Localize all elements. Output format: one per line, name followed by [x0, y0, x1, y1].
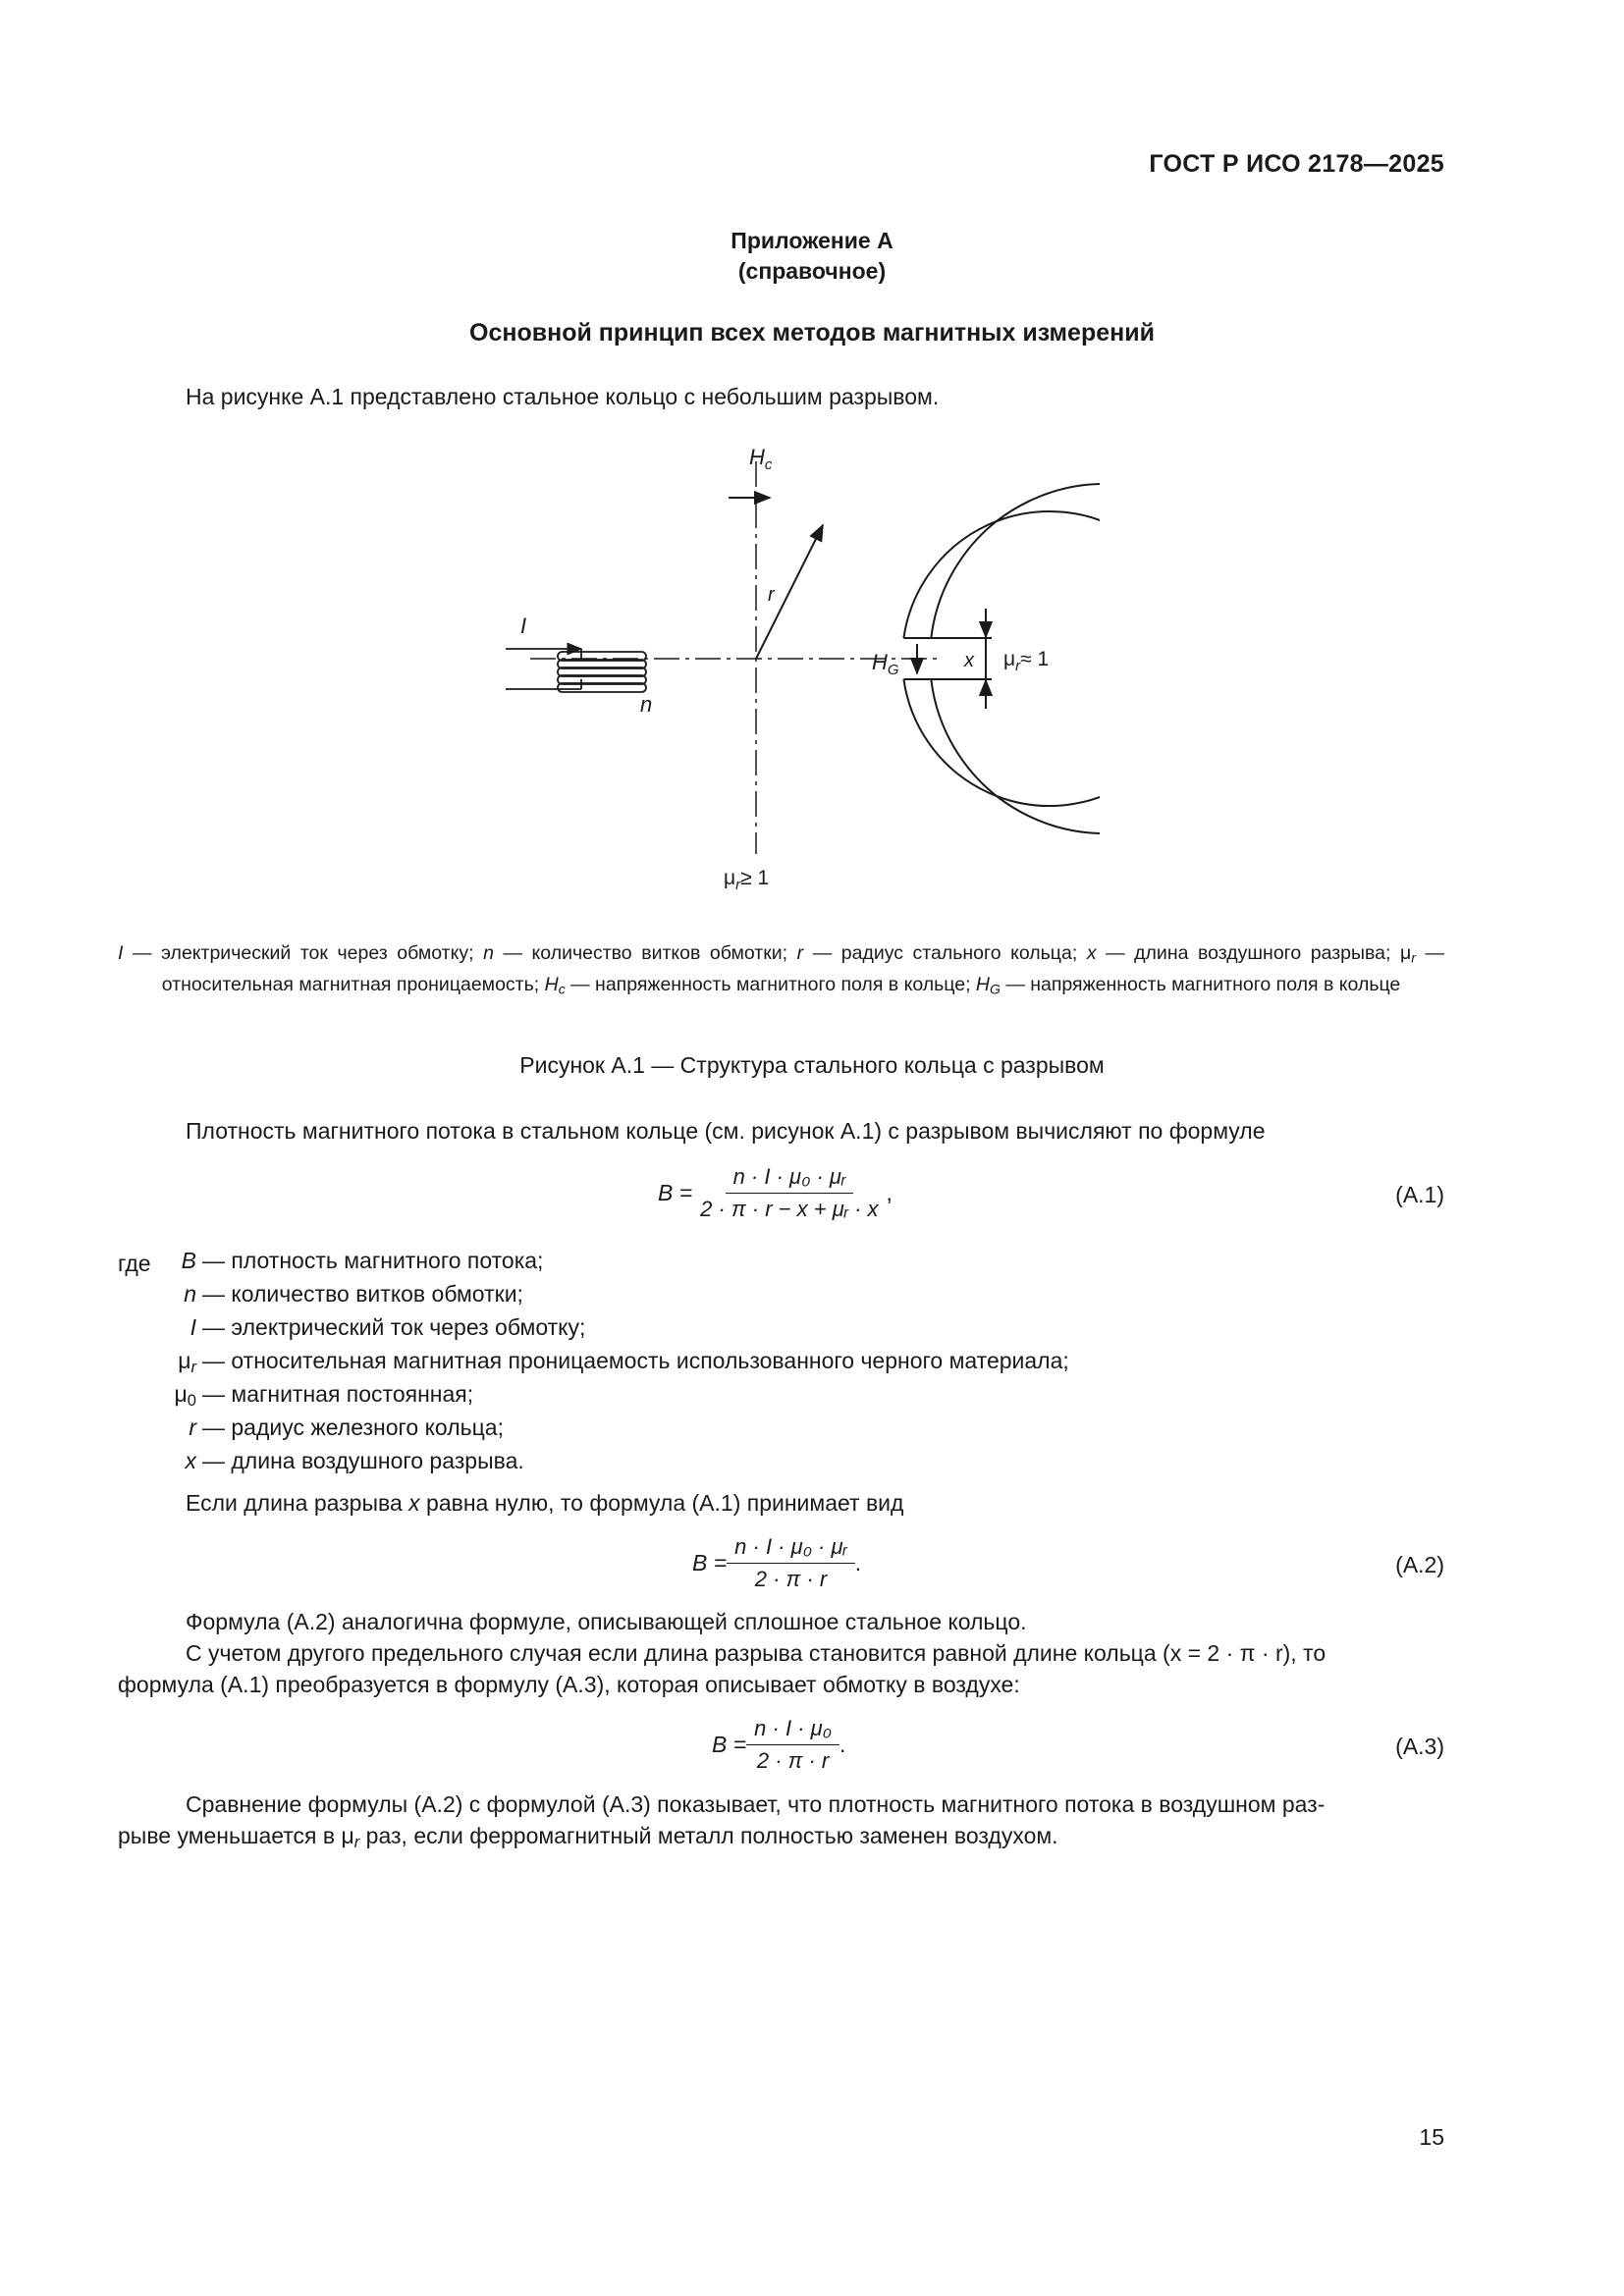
document-id: ГОСТ Р ИСО 2178—2025	[1149, 150, 1444, 178]
annex-label: Приложение А	[731, 228, 893, 253]
eq2-numerator: n · I · μ₀ · μᵣ	[727, 1534, 855, 1564]
eq2-denominator: 2 · π · r	[754, 1567, 828, 1591]
paragraph-limit-case-line1: С учетом другого предельного случая если длина разрыва становится равной длине кольца (x = 2 · π · r), то	[186, 1640, 1326, 1666]
label-mu-gap: $\mu_r\approx 1$	[1003, 648, 1050, 674]
where-symbol: B	[181, 1248, 196, 1273]
page-number: 15	[1419, 2124, 1444, 2150]
eq3-numerator: n · I · μ₀	[746, 1716, 839, 1745]
paragraph-limit-case-line2: формула (А.1) преобразуется в формулу (А.3), которая описывает обмотку в воздухе:	[118, 1672, 1020, 1697]
equation-a1: B = $\frac{\text{n · I · μ₀ · μᵣ}}{\text{2 · π · r − x + μᵣ · x}}$ ,	[658, 1164, 893, 1221]
where-description: — плотность магнитного потока;	[202, 1248, 544, 1273]
label-current: I	[520, 614, 527, 638]
annex-title: Основной принцип всех методов магнитных измерений	[469, 319, 1155, 347]
eq1-lhs: B =	[658, 1180, 693, 1205]
label-hc: $H_c$	[749, 445, 773, 473]
paragraph-zero-gap: Если длина разрыва x равна нулю, то формула (А.1) принимает вид	[186, 1490, 904, 1516]
where-symbol: $\mu_r$	[178, 1348, 196, 1377]
where-lead: где	[118, 1251, 151, 1276]
figure-ring-diagram	[471, 432, 1100, 903]
where-symbol: $\mu_0$	[174, 1381, 196, 1411]
eq1-numerator: n · I · μ₀ · μᵣ	[726, 1164, 854, 1194]
where-description: — количество витков обмотки;	[202, 1281, 523, 1307]
where-description: — длина воздушного разрыва.	[202, 1448, 524, 1473]
where-description: — магнитная постоянная;	[202, 1381, 474, 1407]
paragraph-comparison-line2: рыве уменьшается в $\mu_r$ раз, если ферромагнитный металл полностью заменен воздухом.	[118, 1823, 1058, 1852]
annex-heading	[0, 226, 1624, 287]
where-symbol: r	[189, 1415, 196, 1440]
equation-a3-number: (А.3)	[1395, 1734, 1444, 1759]
where-description: — относительная магнитная проницаемость использованного черного материала;	[202, 1348, 1069, 1373]
label-turns: n	[640, 692, 653, 717]
figure-caption: Рисунок А.1 — Структура стального кольца с разрывом	[519, 1052, 1105, 1078]
intro-paragraph: На рисунке А.1 представлено стальное кольцо с небольшим разрывом.	[186, 384, 940, 409]
paragraph-flux-formula: Плотность магнитного потока в стальном кольце (см. рисунок А.1) с разрывом вычисляют по формуле	[186, 1118, 1266, 1144]
label-hg: $H_G$	[872, 650, 899, 678]
eq1-denominator: 2 · π · r − x + μᵣ · x	[700, 1197, 879, 1221]
where-symbol: x	[185, 1448, 196, 1473]
label-gap: x	[964, 650, 974, 671]
eq3-denominator: 2 · π · r	[756, 1748, 830, 1773]
paragraph-solid-ring: Формула (А.2) аналогична формуле, описывающей сплошное стальное кольцо.	[186, 1609, 1027, 1634]
paragraph-comparison-line1: Сравнение формулы (А.2) с формулой (А.3) показывает, что плотность магнитного потока в воздушном раз-	[186, 1791, 1326, 1817]
where-description: — радиус железного кольца;	[202, 1415, 504, 1440]
where-description: — электрический ток через обмотку;	[202, 1314, 586, 1340]
equation-a1-number: (А.1)	[1395, 1182, 1444, 1207]
equation-a3: B = $\frac{\text{n · I · μ₀}}{2 \cdot \pi \cdot r}$ .	[712, 1716, 846, 1773]
label-mu-ring: $\mu_r\ge 1$	[724, 867, 770, 893]
where-symbol: n	[184, 1281, 196, 1307]
equation-a2: B = $\frac{\text{n · I · μ₀ · μᵣ}}{2 \cdot \pi \cdot r}$ .	[692, 1534, 862, 1591]
equation-a2-number: (А.2)	[1395, 1552, 1444, 1577]
label-radius: r	[768, 584, 775, 606]
figure-legend: I — электрический ток через обмотку; n — количество витков обмотки; r — радиус стального кольца; x — длина воздушного разрыва; $\mu_r$ — относительная магнитная проницаемость; $H_c$ — напряженность магнитного поля в кольце; $H_G$ — напряженность магнитного поля в кольце	[118, 942, 1444, 996]
where-symbol: I	[189, 1314, 196, 1340]
annex-type: (справочное)	[737, 258, 887, 284]
winding-coil	[506, 649, 646, 692]
